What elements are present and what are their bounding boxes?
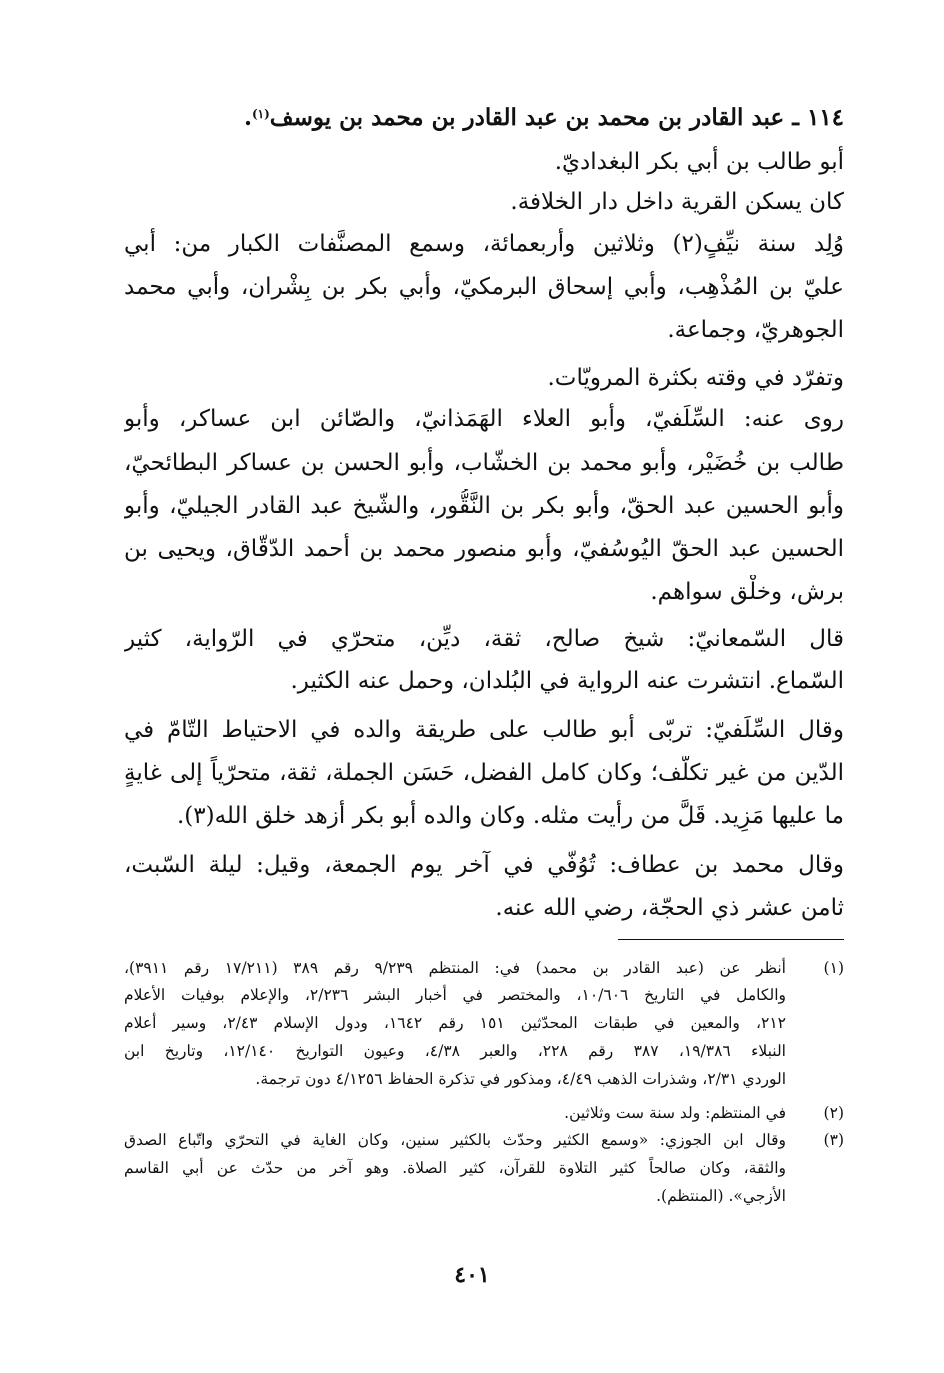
footnote-number: (١)	[823, 959, 844, 977]
text-line: الدّين من غير تكلُّف؛ وكان كامل الفضل، حَسَن الجملة، ثقة، متحرّياً إلى غايةٍ	[124, 760, 844, 786]
footnote-2	[124, 1101, 844, 1125]
footnote-line: الأزجي». (المنتظم).	[656, 1187, 786, 1205]
footnote-line: في المنتظم: ولد سنة ست وثلاثين.	[564, 1104, 786, 1122]
footnote-line: أنظر عن (عبد القادر بن محمد) في: المنتظم ٩/٢٣٩ رقم ٣٨٩ (١٧/٢١١ رقم ٣٩١١)،	[124, 959, 786, 977]
footnote-1	[124, 956, 844, 980]
text-line: ما عليها مَزِيد. قَلَّ من رأيت مثله. وكان والده أبو بكر أزهد خلق الله(٣).	[176, 803, 844, 829]
footnote-line: والكامل في التاريخ ١٠/٦٠٦، والمختصر في أخبار البشر ٢/٢٣٦، والإعلام بوفيات الأعلام	[124, 986, 786, 1004]
text-line: الحسين عبد الحقّ اليُوسُفيّ، وأبو منصور محمد بن أحمد الدّقّاق، ويحيى بن	[124, 536, 844, 562]
text-line: قال السّمعانيّ: شيخ صالح، ثقة، ديِّن، متحرّي في الرّواية، كثير	[124, 626, 844, 652]
heading-period: .	[243, 104, 252, 131]
page-number: ٤٠١	[454, 1262, 490, 1288]
footnote-ref-1[interactable]: (١)	[251, 107, 270, 121]
text-line: برش، وخلْق سواهم.	[650, 579, 844, 605]
text-line: وتفرّد في وقته بكثرة المرويّات.	[547, 365, 844, 391]
text-line: كان يسكن القرية داخل دار الخلافة.	[510, 189, 844, 215]
text-line: وقال محمد بن عطاف: تُوُفّي في آخر يوم الجمعة، وقيل: ليلة السّبت،	[124, 852, 844, 878]
footnote-number: (٣)	[823, 1131, 844, 1149]
footnote-3-line	[124, 1184, 844, 1208]
footnote-line: والثقة، وكان صالحاً كثير التلاوة للقرآن، كثير الصلاة. وهو آخر من حدّث عن أبي القاسم	[124, 1159, 786, 1177]
footnote-line: الوردي ٢/٣١، وشذرات الذهب ٤/٤٩، ومذكور في تذكرة الحفاظ ٤/١٢٥٦ دون ترجمة.	[255, 1070, 786, 1088]
text-line: روى عنه: السِّلَفيّ، وأبو العلاء الهَمَذانيّ، والصّائن ابن عساكر، وأبو	[124, 406, 844, 432]
footnote-number: (٢)	[823, 1104, 844, 1122]
entry-heading-text: ١١٤ ـ عبد القادر بن محمد بن عبد القادر بن محمد بن يوسف	[269, 104, 844, 131]
footnote-1-line	[124, 1039, 844, 1063]
footnote-line: النبلاء ١٩/٣٨٦، ٣٨٧ رقم ٢٢٨، والعبر ٤/٣٨، وعيون التواريخ ١٢/١٤٠، وتاريخ ابن	[124, 1042, 786, 1060]
text-line: السّماع. انتشرت عنه الرواية في البُلدان، وحمل عنه الكثير.	[290, 668, 844, 694]
text-line: ثامن عشر ذي الحجّة، رضي الله عنه.	[495, 895, 844, 921]
text-line: أبو طالب بن أبي بكر البغداديّ.	[554, 149, 844, 175]
footnote-1-line	[124, 1011, 844, 1035]
footnote-line: وقال ابن الجوزي: «وسمع الكثير وحدّث بالكثير سنين، وكان الغاية في التحرّي واتّباع الصدق	[124, 1131, 786, 1149]
text-line: وقال السِّلَفيّ: تربّى أبو طالب على طريقة والده في الاحتياط التّامّ في	[124, 717, 844, 743]
text-line: وأبو الحسين عبد الحقّ، وأبو بكر بن النَّقُّور، والشّيخ عبد القادر الجيليّ، وأبو	[124, 493, 844, 519]
footnote-1-line	[124, 1067, 844, 1091]
text-line: الجوهريّ، وجماعة.	[667, 317, 844, 343]
footnote-1-line	[124, 983, 844, 1007]
footnote-3-line	[124, 1156, 844, 1180]
footnote-line: ٢١٢، والمعين في طبقات المحدّثين ١٥١ رقم ١٦٤٢، ودول الإسلام ٢/٤٣، وسير أعلام	[124, 1014, 786, 1032]
text-line: طالب بن خُضَيْر، وأبو محمد بن الخشّاب، وأبو الحسن بن عساكر البطائحيّ،	[124, 450, 844, 476]
footnotes	[124, 0, 844, 1240]
footnote-3	[124, 1128, 844, 1152]
text-line: وُلِد سنة نيِّفٍ(٢) وثلاثين وأربعمائة، وسمع المصنَّفات الكبار من: أبي	[124, 231, 844, 257]
text-line: عليّ بن المُذْهِب، وأبي إسحاق البرمكيّ، وأبي بكر بن بِشْران، وأبي محمد	[124, 274, 844, 300]
